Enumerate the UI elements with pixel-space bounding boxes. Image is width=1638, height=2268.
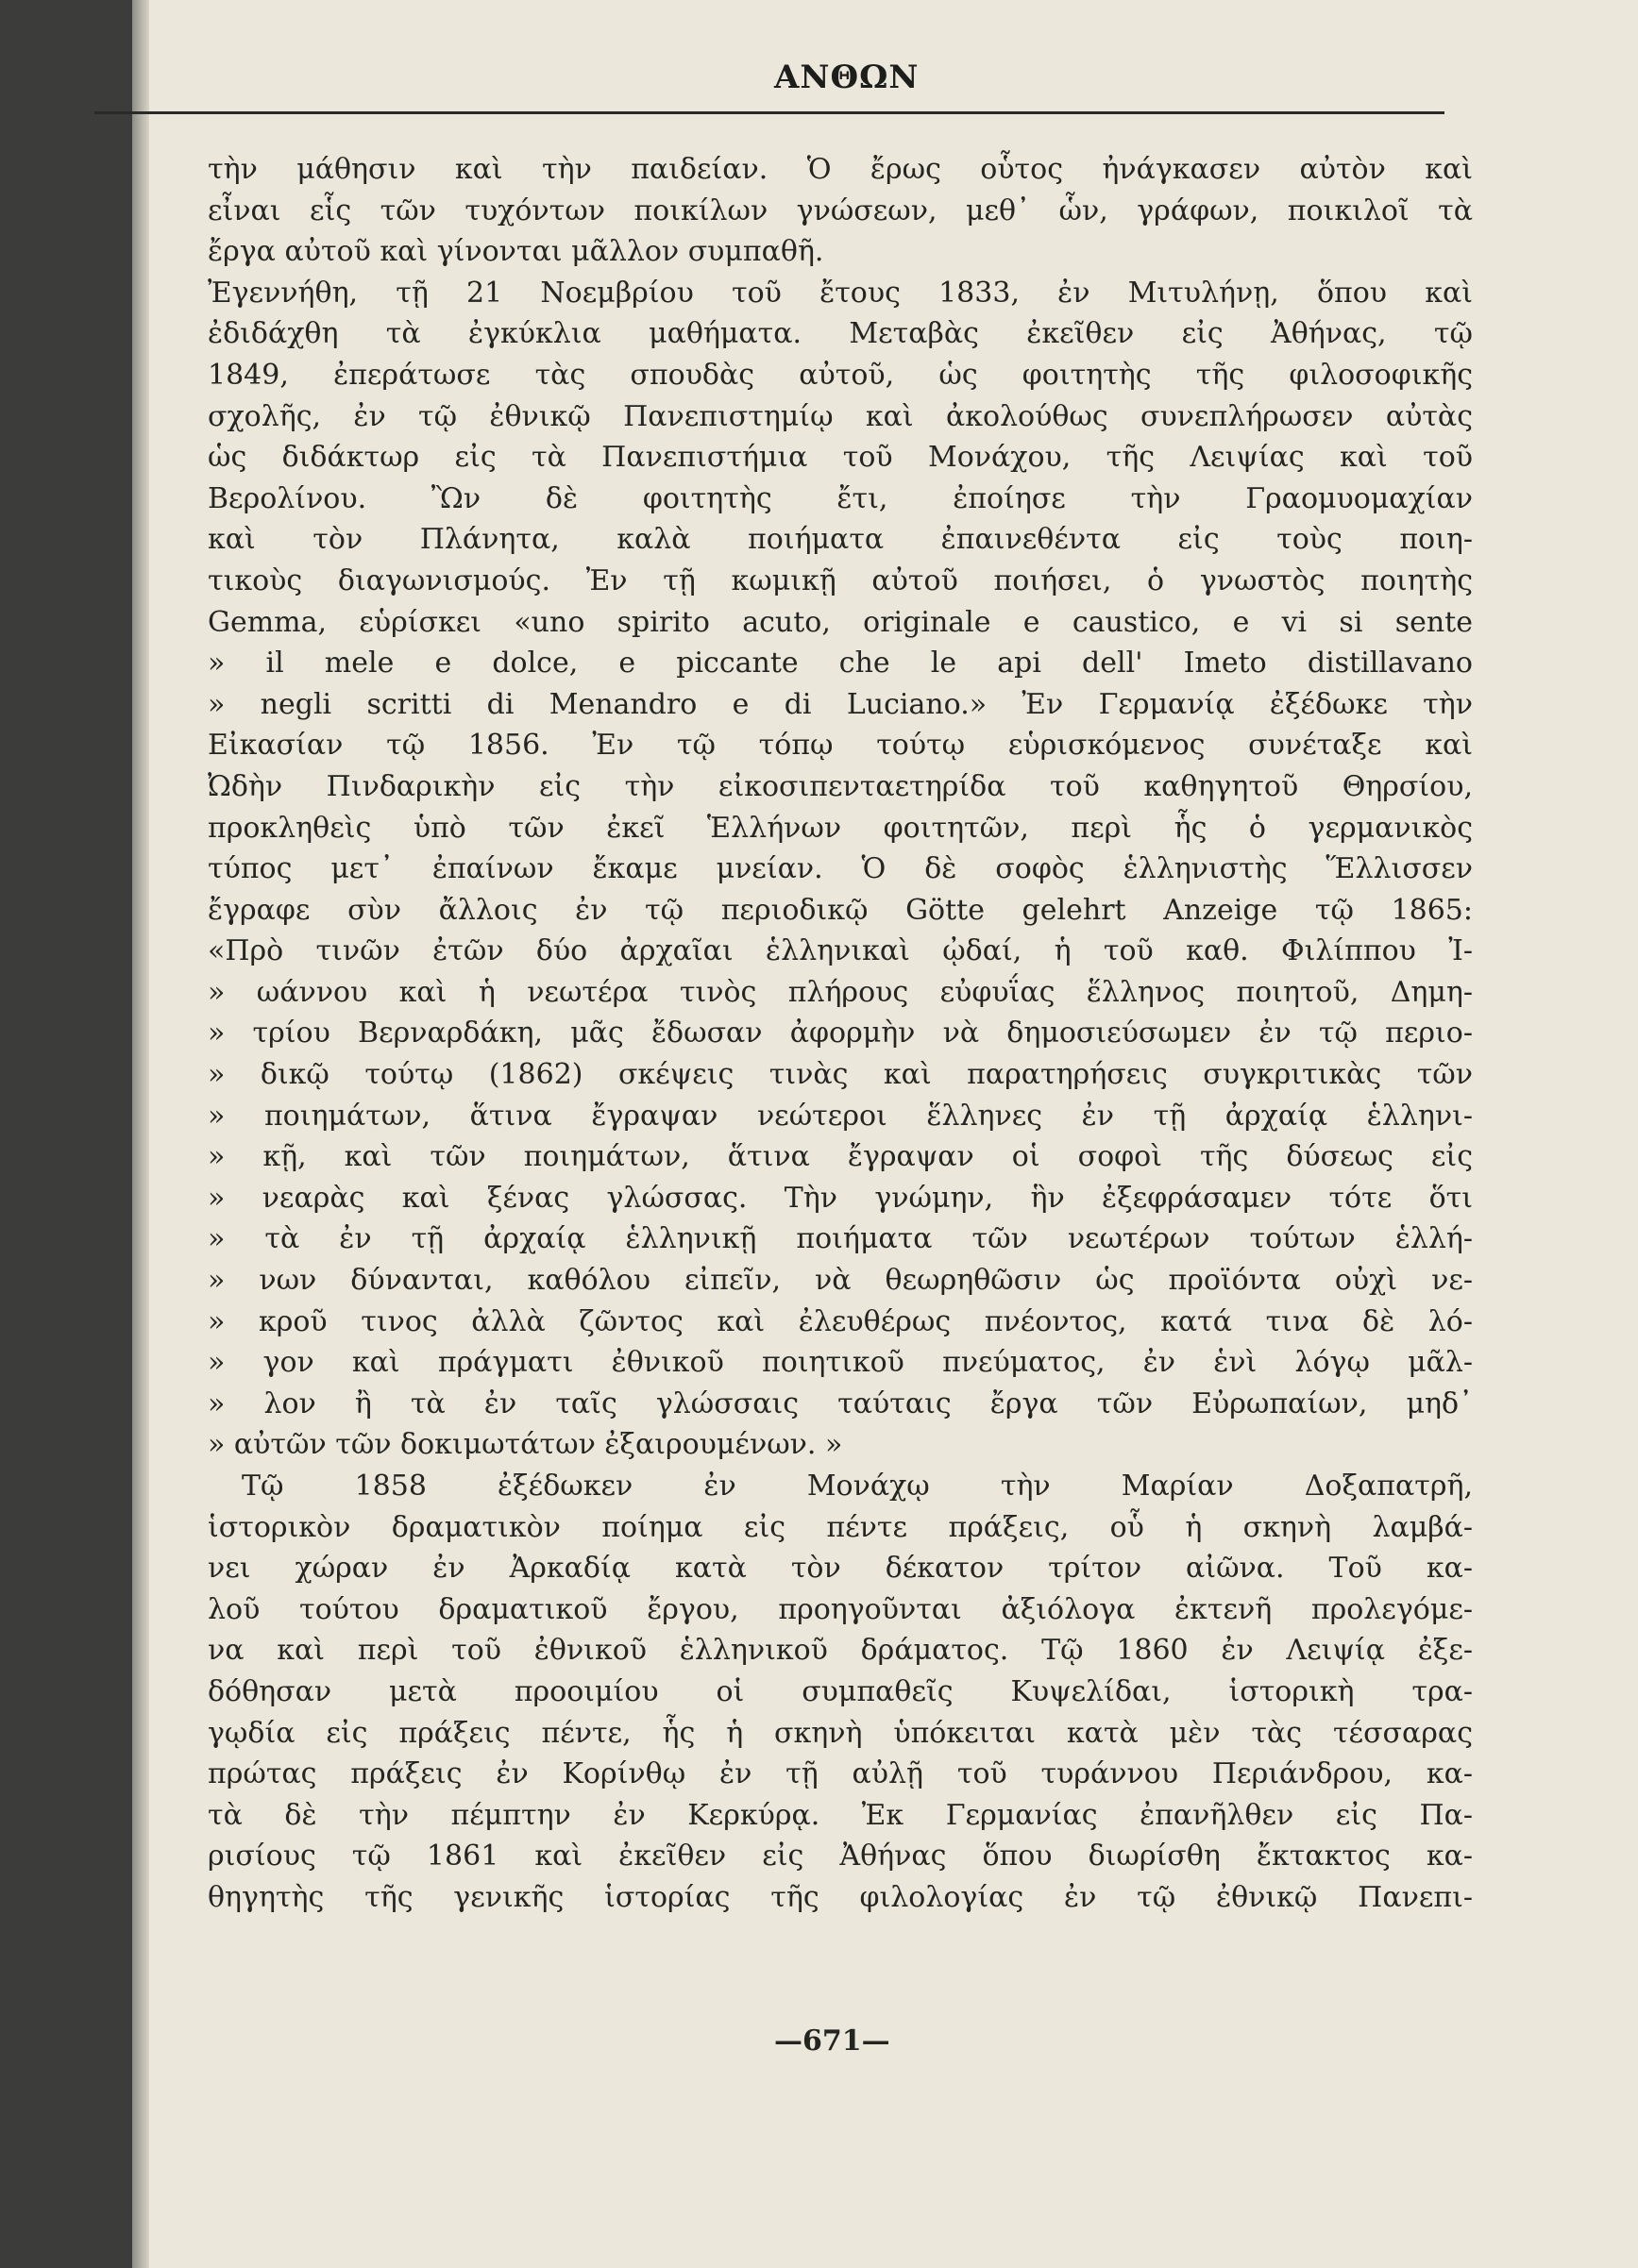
text-line: » αὐτῶν τῶν δοκιμωτάτων ἐξαιρουμένων. » bbox=[208, 1428, 843, 1462]
text-line: Gemma, εὑρίσκει «uno spirito acuto, originale e caustico, e vi si sente bbox=[208, 605, 1473, 639]
text-line: προκληθεὶς ὑπὸ τῶν ἐκεῖ Ἑλλήνων φοιτητῶν, περὶ ἧς ὁ γερμανικὸς bbox=[208, 811, 1473, 845]
text-line: εἶναι εἷς τῶν τυχόντων ποικίλων γνώσεων, μεθ᾿ ὧν, γράφων, ποικιλοῖ τὰ bbox=[208, 193, 1473, 227]
text-line: » νων δύνανται, καθόλου εἰπεῖν, νὰ θεωρηθῶσιν ὡς προϊόντα οὐχὶ νε- bbox=[208, 1264, 1473, 1298]
text-line: » τρίου Βερναρδάκη, μᾶς ἔδωσαν ἀφορμὴν νὰ δημοσιεύσωμεν ἐν τῷ περιο- bbox=[208, 1016, 1473, 1050]
text-line: » νεαρὰς καὶ ξένας γλώσσας. Τὴν γνώμην, ἣν ἐξεφράσαμεν τότε ὅτι bbox=[208, 1181, 1473, 1215]
text-line: Ὠδὴν Πινδαρικὴν εἰς τὴν εἰκοσιπενταετηρίδα τοῦ καθηγητοῦ Θηρσίου, bbox=[208, 769, 1473, 803]
text-line: τὰ δὲ τὴν πέμπτην ἐν Κερκύρᾳ. Ἐκ Γερμανίας ἐπανῆλθεν εἰς Πα- bbox=[208, 1798, 1473, 1832]
text-line: » ωάννου καὶ ἡ νεωτέρα τινὸς πλήρους εὐφυΐας ἕλληνος ποιητοῦ, Δημη- bbox=[208, 975, 1473, 1009]
page-number: —671— bbox=[774, 2024, 890, 2058]
text-line: » γον καὶ πράγματι ἐθνικοῦ ποιητικοῦ πνεύματος, ἐν ἑνὶ λόγῳ μᾶλ- bbox=[208, 1346, 1473, 1380]
text-line: ἔργα αὐτοῦ καὶ γίνονται μᾶλλον συμπαθῆ. bbox=[208, 235, 824, 269]
text-line: » κροῦ τινος ἀλλὰ ζῶντος καὶ ἐλευθέρως πνέοντος, κατά τινα δὲ λό- bbox=[208, 1304, 1473, 1338]
header-rule bbox=[94, 111, 1444, 114]
text-line: πρώτας πράξεις ἐν Κορίνθῳ ἐν τῇ αὐλῇ τοῦ τυράννου Περιάνδρου, κα- bbox=[208, 1757, 1473, 1791]
text-line: ἔγραφε σὺν ἄλλοις ἐν τῷ περιοδικῷ Götte gelehrt Anzeige τῷ 1865: bbox=[208, 893, 1473, 927]
text-line: καὶ τὸν Πλάνητα, καλὰ ποιήματα ἐπαινεθέντα εἰς τοὺς ποιη- bbox=[208, 523, 1473, 557]
text-line: Τῷ 1858 ἐξέδωκεν ἐν Μονάχῳ τὴν Μαρίαν Δοξαπατρῆ, bbox=[242, 1470, 1473, 1503]
text-line: γῳδία εἰς πράξεις πέντε, ἧς ἡ σκηνὴ ὑπόκειται κατὰ μὲν τὰς τέσσαρας bbox=[208, 1716, 1473, 1750]
text-line: » il mele e dolce, e piccante che le api dell' Imeto distillavano bbox=[208, 647, 1473, 680]
text-line: τὴν μάθησιν καὶ τὴν παιδείαν. Ὁ ἔρως οὗτος ἠνάγκασεν αὐτὸν καὶ bbox=[208, 153, 1473, 186]
text-line: » negli scritti di Menandro e di Luciano.» Ἐν Γερμανίᾳ ἐξέδωκε τὴν bbox=[208, 687, 1473, 721]
text-line: Εἰκασίαν τῷ 1856. Ἐν τῷ τόπῳ τούτῳ εὑρισκόμενος συνέταξε καὶ bbox=[208, 729, 1473, 763]
text-line: «Πρὸ τινῶν ἐτῶν δύο ἀρχαῖαι ἑλληνικαὶ ᾠδαί, ἡ τοῦ καθ. Φιλίππου Ἰ- bbox=[208, 934, 1473, 968]
text-line: δόθησαν μετὰ προοιμίου οἱ συμπαθεῖς Κυψελίδαι, ἱστορικὴ τρα- bbox=[208, 1674, 1473, 1708]
book-binding bbox=[0, 0, 132, 2268]
text-line: Βερολίνου. Ὢν δὲ φοιτητὴς ἔτι, ἐποίησε τὴν Γραομυομαχίαν bbox=[208, 481, 1473, 515]
text-line: λοῦ τούτου δραματικοῦ ἔργου, προηγοῦνται ἀξιόλογα ἐκτενῆ προλεγόμε- bbox=[208, 1592, 1473, 1626]
text-line: θηγητὴς τῆς γενικῆς ἱστορίας τῆς φιλολογίας ἐν τῷ ἐθνικῷ Πανεπι- bbox=[208, 1880, 1473, 1914]
text-line: Ἐγεννήθη, τῇ 21 Νοεμβρίου τοῦ ἔτους 1833, ἐν Μιτυλήνῃ, ὅπου καὶ bbox=[208, 276, 1473, 310]
text-line: νει χώραν ἐν Ἀρκαδίᾳ κατὰ τὸν δέκατον τρίτον αἰῶνα. Τοῦ κα- bbox=[208, 1552, 1473, 1586]
text-line: » λον ἢ τὰ ἐν ταῖς γλώσσαις ταύταις ἔργα τῶν Εὐρωπαίων, μηδ᾿ bbox=[208, 1386, 1473, 1420]
page-body-text bbox=[208, 149, 1473, 1919]
text-line: » κῇ, καὶ τῶν ποιημάτων, ἅτινα ἔγραψαν οἱ σοφοὶ τῆς δύσεως εἰς bbox=[208, 1140, 1473, 1174]
text-line: » δικῷ τούτῳ (1862) σκέψεις τινὰς καὶ παρατηρήσεις συγκριτικὰς τῶν bbox=[208, 1058, 1473, 1092]
text-line: 1849, ἐπεράτωσε τὰς σπουδὰς αὐτοῦ, ὡς φοιτητὴς τῆς φιλοσοφικῆς bbox=[208, 358, 1473, 392]
running-header: ΑΝΘΩΝ bbox=[774, 59, 920, 96]
text-line: ἱστορικὸν δραματικὸν ποίημα εἰς πέντε πράξεις, οὗ ἡ σκηνὴ λαμβά- bbox=[208, 1510, 1473, 1544]
text-line: ἐδιδάχθη τὰ ἐγκύκλια μαθήματα. Μεταβὰς ἐκεῖθεν εἰς Ἀθήνας, τῷ bbox=[208, 317, 1473, 351]
text-line: τύπος μετ᾿ ἐπαίνων ἔκαμε μνείαν. Ὁ δὲ σοφὸς ἑλληνιστὴς Ἕλλισσεν bbox=[208, 852, 1473, 886]
text-line: » τὰ ἐν τῇ ἀρχαίᾳ ἑλληνικῇ ποιήματα τῶν νεωτέρων τούτων ἑλλή- bbox=[208, 1222, 1473, 1256]
text-line: ὡς διδάκτωρ εἰς τὰ Πανεπιστήμια τοῦ Μονάχου, τῆς Λειψίας καὶ τοῦ bbox=[208, 441, 1473, 475]
text-line: » ποιημάτων, ἅτινα ἔγραψαν νεώτεροι ἕλληνες ἐν τῇ ἀρχαίᾳ ἑλληνι- bbox=[208, 1099, 1473, 1133]
text-line: σχολῆς, ἐν τῷ ἐθνικῷ Πανεπιστημίῳ καὶ ἀκολούθως συνεπλήρωσεν αὐτὰς bbox=[208, 399, 1473, 433]
text-line: ρισίους τῷ 1861 καὶ ἐκεῖθεν εἰς Ἀθήνας ὅπου διωρίσθη ἔκτακτος κα- bbox=[208, 1840, 1473, 1873]
text-line: να καὶ περὶ τοῦ ἐθνικοῦ ἑλληνικοῦ δράματος. Τῷ 1860 ἐν Λειψίᾳ ἐξε- bbox=[208, 1634, 1473, 1668]
text-line: τικοὺς διαγωνισμούς. Ἐν τῇ κωμικῇ αὐτοῦ ποιήσει, ὁ γνωστὸς ποιητὴς bbox=[208, 563, 1473, 597]
page-gutter-shadow bbox=[132, 0, 149, 2268]
